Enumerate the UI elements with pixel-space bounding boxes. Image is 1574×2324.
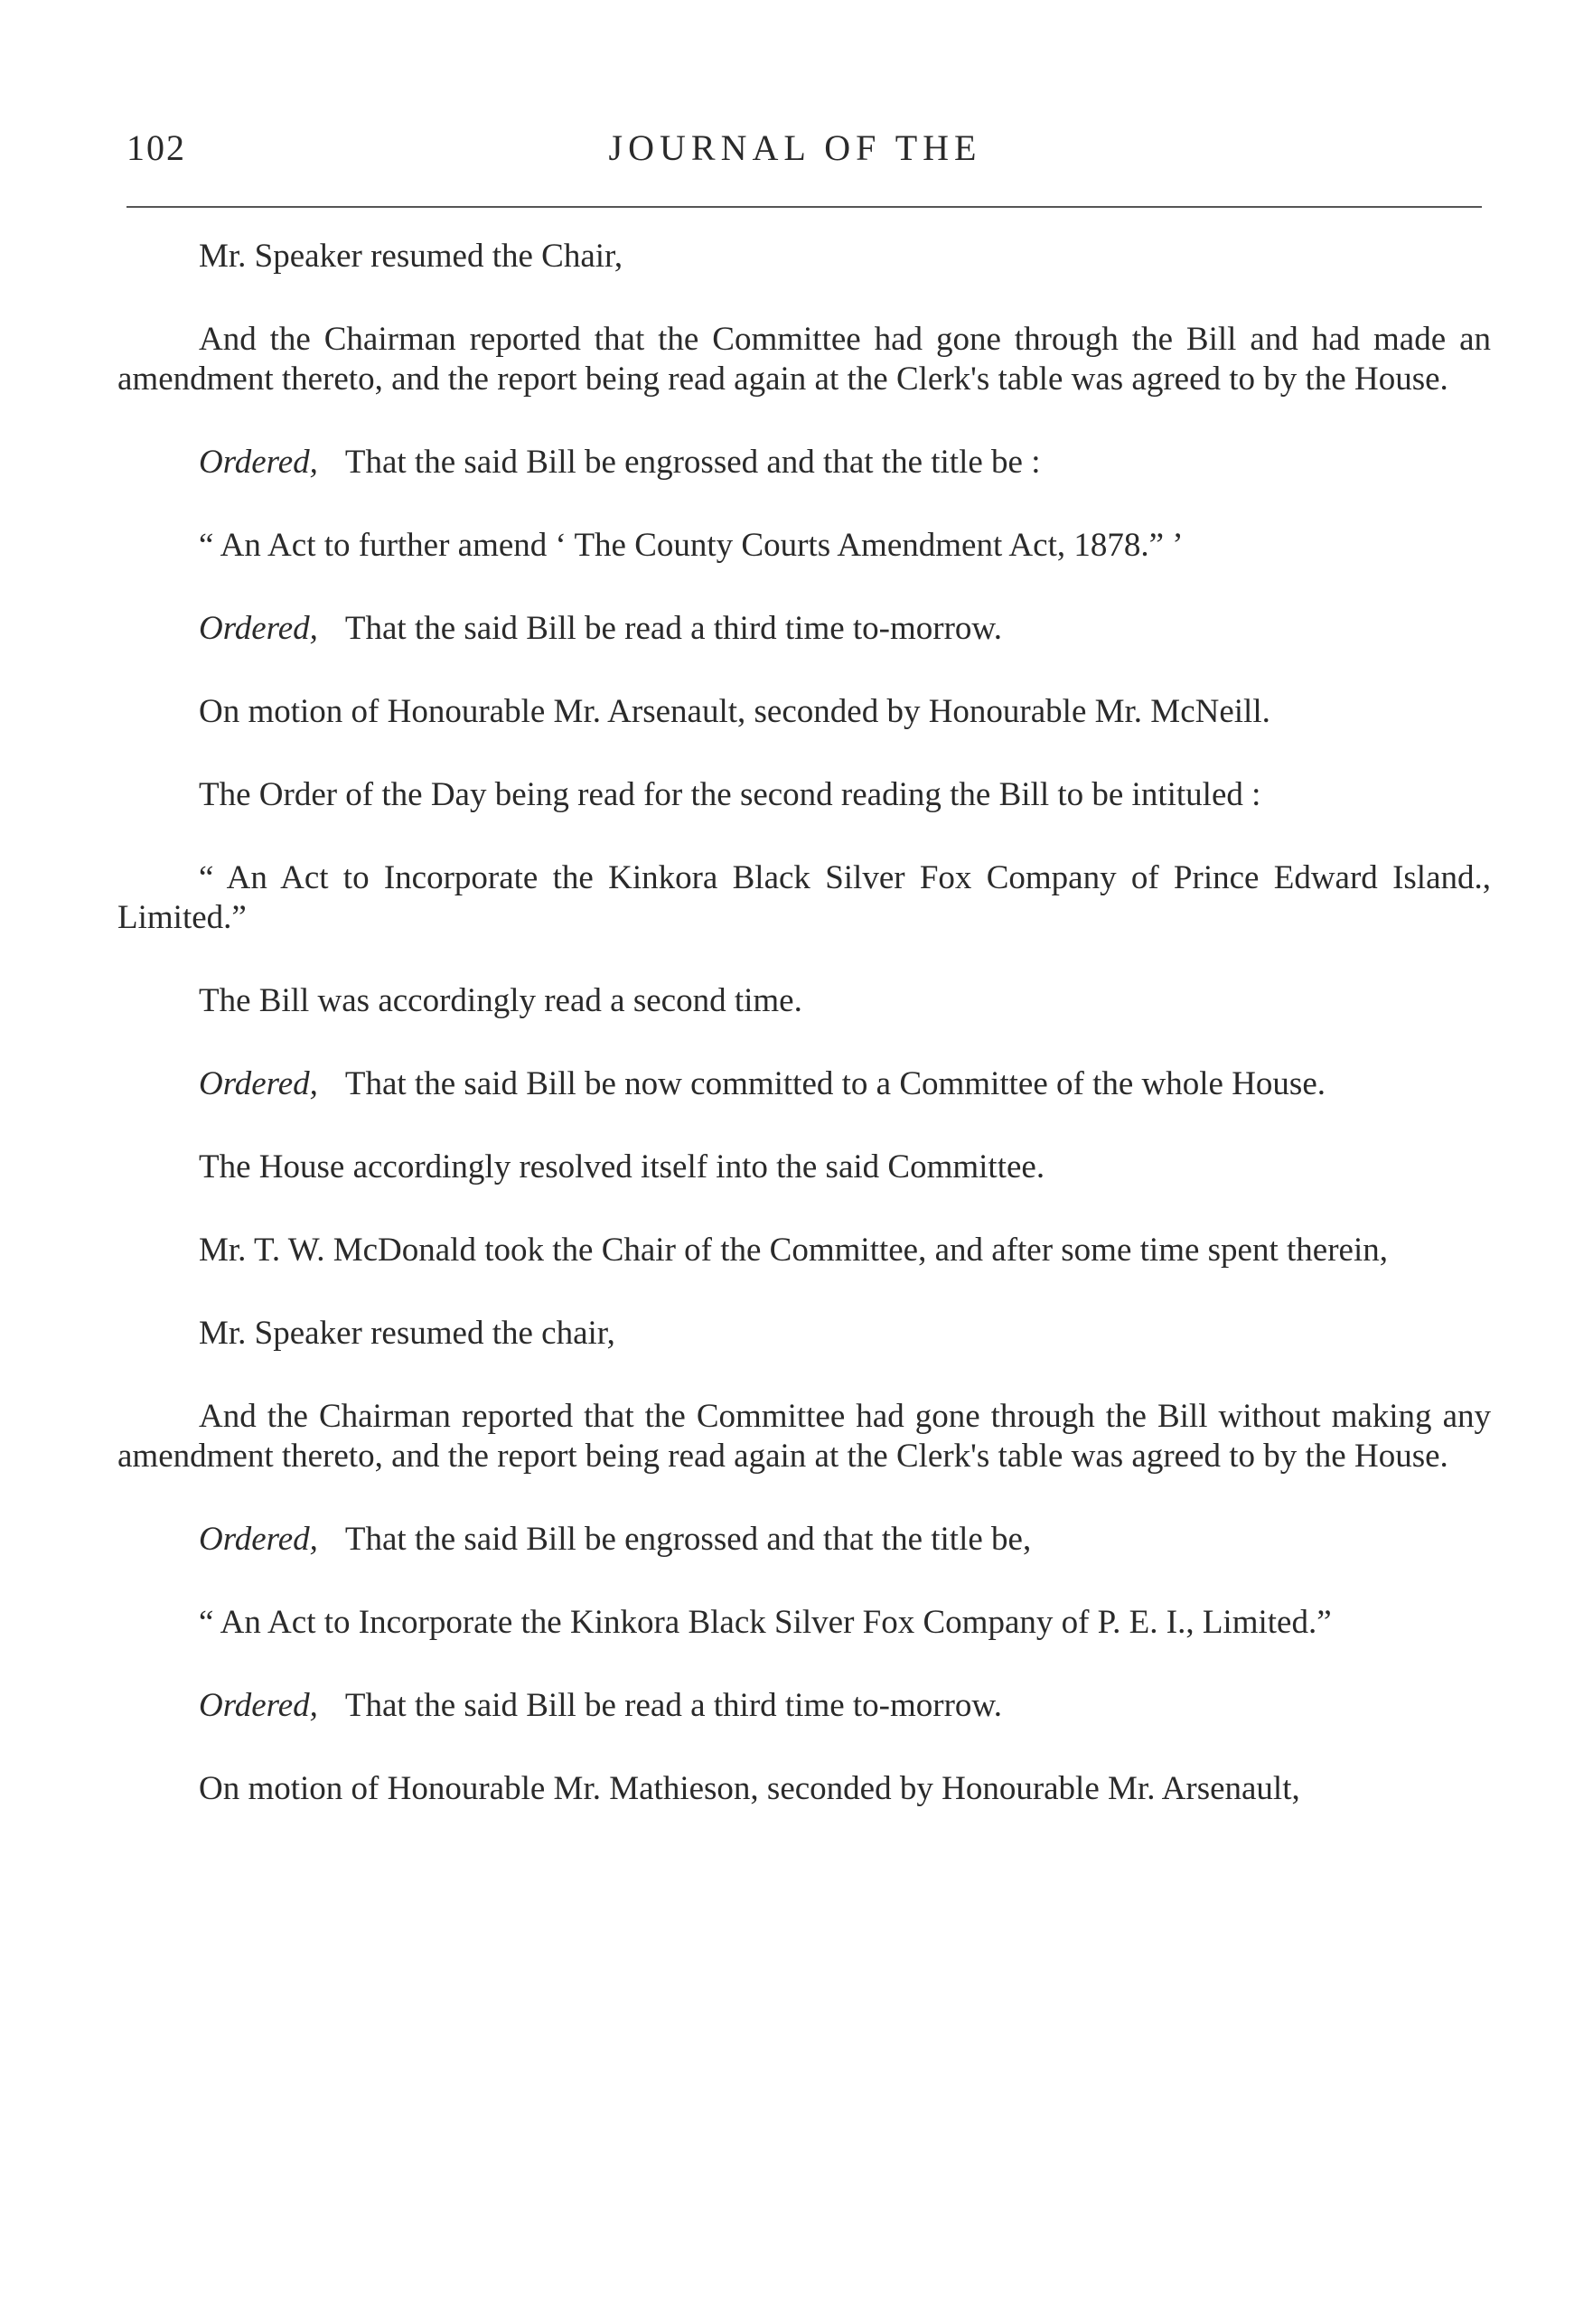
paragraph-text: Mr. Speaker resumed the Chair,	[199, 238, 623, 275]
paragraph-text: “ An Act to further amend ‘ The County Courts Amendment Act, 1878.” ’	[199, 527, 1184, 564]
paragraph-text: “ An Act to Incorporate the Kinkora Black Silver Fox Company of Prince Edward Island., Limited.”	[117, 859, 1491, 936]
paragraph	[117, 609, 1491, 649]
paragraph	[117, 320, 1491, 399]
paragraph	[117, 443, 1491, 483]
paragraph-text: That the said Bill be read a third time to-morrow.	[344, 610, 1002, 647]
paragraph	[117, 1148, 1491, 1187]
header-rule	[126, 206, 1482, 208]
paragraph-text: Mr. Speaker resumed the chair,	[199, 1315, 615, 1352]
paragraph	[117, 1064, 1491, 1104]
paragraph-text: On motion of Honourable Mr. Arsenault, seconded by Honourable Mr. McNeill.	[199, 693, 1270, 730]
journal-body	[117, 237, 1491, 1852]
page-number: 102	[126, 127, 186, 168]
paragraph-text: That the said Bill be engrossed and that the title be :	[344, 444, 1041, 481]
paragraph	[117, 981, 1491, 1021]
paragraph	[117, 1397, 1491, 1476]
ordered-lead: Ordered,	[199, 444, 318, 481]
paragraph-text: On motion of Honourable Mr. Mathieson, seconded by Honourable Mr. Arsenault,	[199, 1770, 1300, 1807]
paragraph	[117, 1231, 1491, 1270]
paragraph-text: Mr. T. W. McDonald took the Chair of the Committee, and after some time spent therein,	[199, 1232, 1388, 1269]
paragraph	[117, 1520, 1491, 1560]
running-head: JOURNAL OF THE	[608, 127, 982, 168]
page-header	[126, 127, 1464, 181]
paragraph	[117, 775, 1491, 815]
paragraph	[117, 692, 1491, 732]
paragraph	[117, 858, 1491, 938]
paragraph	[117, 237, 1491, 276]
paragraph	[117, 1603, 1491, 1643]
paragraph-text: The Bill was accordingly read a second time.	[199, 982, 802, 1019]
paragraph-text: The Order of the Day being read for the second reading the Bill to be intituled :	[199, 776, 1261, 813]
ordered-lead: Ordered,	[199, 1065, 318, 1102]
paragraph-text: That the said Bill be now committed to a Committee of the whole House.	[344, 1065, 1326, 1102]
paragraph	[117, 1686, 1491, 1726]
ordered-lead: Ordered,	[199, 1687, 318, 1724]
paragraph-text: That the said Bill be engrossed and that the title be,	[344, 1521, 1032, 1558]
paragraph-text: That the said Bill be read a third time to-morrow.	[344, 1687, 1002, 1724]
paragraph	[117, 1314, 1491, 1354]
paragraph-text: And the Chairman reported that the Committee had gone through the Bill without making any amendment thereto, and the report being read again at the Clerk's table was agreed to by the House.	[117, 1398, 1491, 1475]
paragraph-text: The House accordingly resolved itself into the said Committee.	[199, 1148, 1045, 1185]
ordered-lead: Ordered,	[199, 1521, 318, 1558]
paragraph	[117, 526, 1491, 566]
paragraph-text: “ An Act to Incorporate the Kinkora Black Silver Fox Company of P. E. I., Limited.”	[199, 1604, 1332, 1641]
ordered-lead: Ordered,	[199, 610, 318, 647]
paragraph-text: And the Chairman reported that the Committee had gone through the Bill and had made an amendment thereto, and the report being read again at the Clerk's table was agreed to by the House.	[117, 321, 1491, 398]
paragraph	[117, 1769, 1491, 1809]
